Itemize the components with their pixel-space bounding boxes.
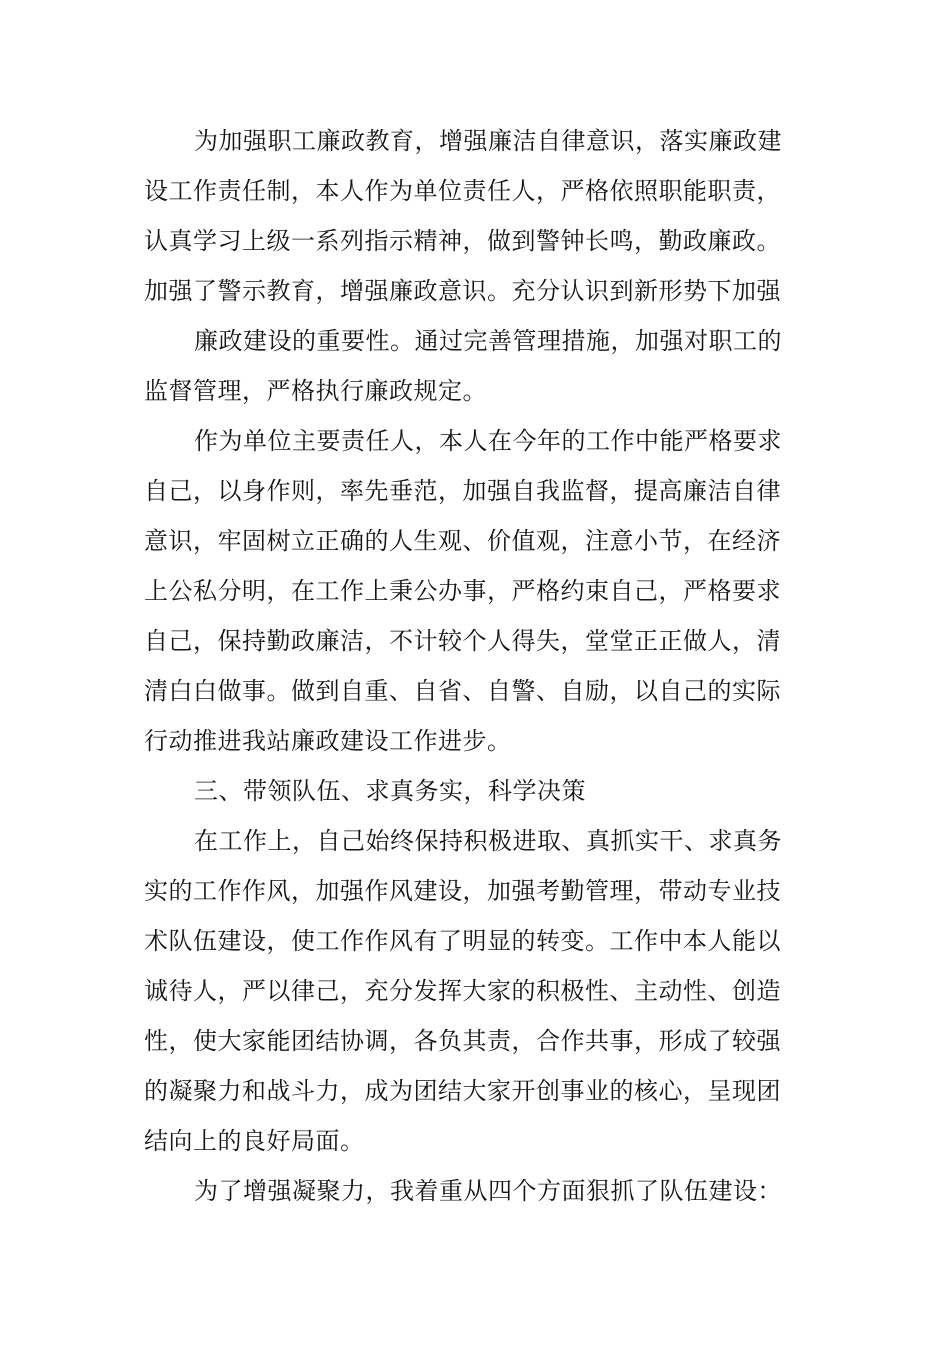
text-line: 清白白做事。做到自重、自省、自警、自励，以自己的实际 [144,677,781,705]
text-line: 的凝聚力和战斗力，成为团结大家开创事业的核心，呈现团 [144,1077,781,1105]
text-line: 上公私分明，在工作上秉公办事，严格约束自己，严格要求 [144,577,781,605]
text-line: 行动推进我站廉政建设工作进步。 [144,727,512,755]
text-line: 廉政建设的重要性。通过完善管理措施，加强对职工的 [194,327,782,355]
text-line: 实的工作作风，加强作风建设，加强考勤管理，带动专业技 [144,877,781,905]
document-body [144,116,782,1216]
text-line: 为加强职工廉政教育，增强廉洁自律意识，落实廉政建 [194,127,782,155]
text-line: 结向上的良好局面。 [144,1127,365,1155]
text-line: 设工作责任制，本人作为单位责任人，严格依照职能职责， [144,177,781,205]
text-line: 诚待人，严以律己，充分发挥大家的积极性、主动性、创造 [144,977,781,1005]
text-line: 性，使大家能团结协调，各负其责，合作共事，形成了较强 [144,1027,781,1055]
text-line: 在工作上，自己始终保持积极进取、真抓实干、求真务 [194,827,782,855]
text-line: 自己，以身作则，率先垂范，加强自我监督，提高廉洁自律 [144,477,781,505]
text-line: 加强了警示教育，增强廉政意识。充分认识到新形势下加强 [144,277,781,305]
text-line: 自己，保持勤政廉洁，不计较个人得失，堂堂正正做人，清 [144,627,781,655]
text-line: 意识，牢固树立正确的人生观、价值观，注意小节，在经济 [144,527,781,555]
text-line: 作为单位主要责任人，本人在今年的工作中能严格要求 [194,427,782,455]
text-line: 术队伍建设，使工作作风有了明显的转变。工作中本人能以 [144,927,781,955]
text-line: 认真学习上级一系列指示精神，做到警钟长鸣，勤政廉政。 [144,227,781,255]
text-line: 监督管理，严格执行廉政规定。 [144,377,487,405]
text-line: 为了增强凝聚力，我着重从四个方面狠抓了队伍建设： [194,1177,782,1205]
section-heading: 三、带领队伍、求真务实，科学决策 [194,777,586,805]
